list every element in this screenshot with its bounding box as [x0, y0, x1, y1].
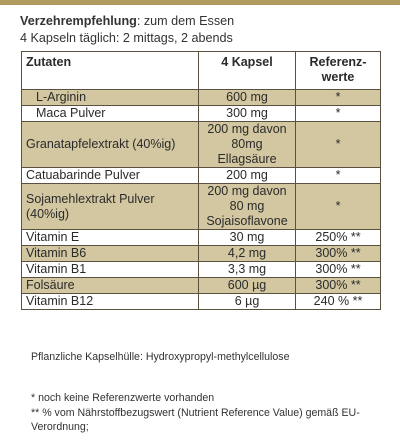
table-row	[22, 246, 381, 262]
table-header-row	[22, 52, 381, 90]
reference-cell: *	[296, 90, 381, 106]
ingredient-cell: Sojamehlextrakt Pulver (40%ig)	[22, 184, 199, 230]
dosage-line-2: 4 Kapseln täglich: 2 mittags, 2 abends	[20, 31, 233, 45]
dosage-heading-rest: : zum dem Essen	[136, 14, 235, 28]
header-amount: 4 Kapsel	[199, 52, 296, 90]
ingredient-cell: Maca Pulver	[22, 106, 199, 122]
table-row	[22, 184, 381, 230]
table-row	[22, 230, 381, 246]
reference-cell: 300% **	[296, 246, 381, 262]
ingredient-cell: Vitamin B6	[22, 246, 199, 262]
dosage-recommendation	[20, 13, 234, 47]
table-row	[22, 90, 381, 106]
top-decoration-bar	[0, 0, 400, 5]
ingredient-cell: Vitamin B12	[22, 294, 199, 310]
nutrition-table	[21, 51, 381, 310]
amount-cell: 600 µg	[199, 278, 296, 294]
dosage-heading: Verzehrempfehlung	[20, 14, 137, 28]
amount-cell: 4,2 mg	[199, 246, 296, 262]
header-ingredients: Zutaten	[22, 52, 199, 90]
reference-cell: *	[296, 168, 381, 184]
reference-cell: 250% **	[296, 230, 381, 246]
reference-cell: *	[296, 106, 381, 122]
amount-cell: 3,3 mg	[199, 262, 296, 278]
footnote-double-star: ** % vom Nährstoffbezugswert (Nutrient Reference Value) gemäß EU-Verordnung;	[31, 406, 360, 433]
reference-cell: *	[296, 184, 381, 230]
footnotes	[31, 391, 361, 435]
header-reference: Referenz-werte	[296, 52, 381, 90]
table-row	[22, 168, 381, 184]
amount-cell: 600 mg	[199, 90, 296, 106]
dosage-line-1	[20, 13, 234, 30]
table-row	[22, 294, 381, 310]
amount-cell: 200 mg	[199, 168, 296, 184]
amount-cell: 30 mg	[199, 230, 296, 246]
footnote-single-star: * noch keine Referenzwerte vorhanden	[31, 392, 215, 404]
ingredient-cell: Folsäure	[22, 278, 199, 294]
amount-cell: 200 mg davon 80mg Ellagsäure	[199, 122, 296, 168]
reference-cell: 300% **	[296, 262, 381, 278]
reference-cell: *	[296, 122, 381, 168]
amount-cell: 300 mg	[199, 106, 296, 122]
table-row	[22, 262, 381, 278]
table-row	[22, 122, 381, 168]
ingredient-cell: Catuabarinde Pulver	[22, 168, 199, 184]
ingredient-cell: Vitamin E	[22, 230, 199, 246]
capsule-note: Pflanzliche Kapselhülle: Hydroxypropyl-methylcellulose	[31, 351, 290, 363]
amount-cell: 6 µg	[199, 294, 296, 310]
ingredient-cell: Granatapfelextrakt (40%ig)	[22, 122, 199, 168]
table-row	[22, 106, 381, 122]
reference-cell: 300% **	[296, 278, 381, 294]
amount-cell: 200 mg davon 80 mg Sojaisoflavone	[199, 184, 296, 230]
table-row	[22, 278, 381, 294]
ingredient-cell: Vitamin B1	[22, 262, 199, 278]
reference-cell: 240 % **	[296, 294, 381, 310]
ingredient-cell: L-Arginin	[22, 90, 199, 106]
